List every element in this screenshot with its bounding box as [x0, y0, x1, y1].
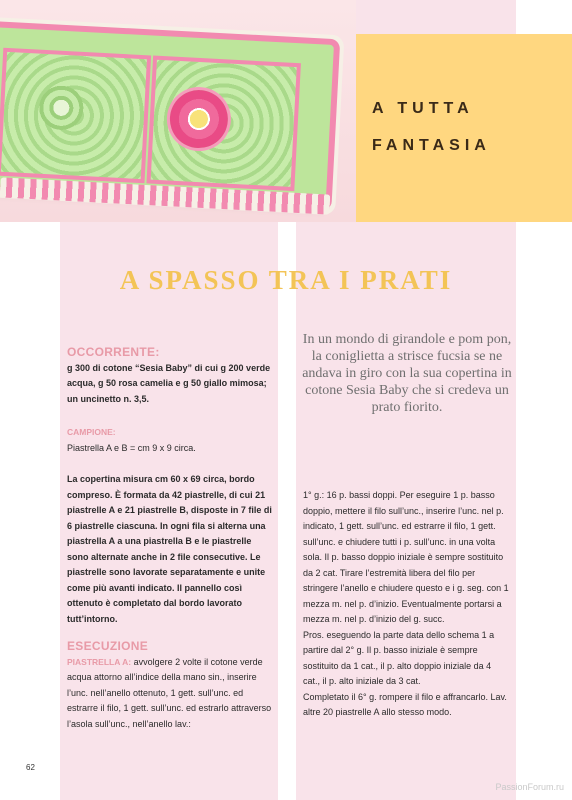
spacer	[67, 627, 275, 639]
article-headline: A SPASSO TRA I PRATI	[119, 265, 453, 295]
occorrente-heading: OCCORRENTE:	[67, 345, 160, 359]
esecuzione-heading: ESECUZIONE	[67, 639, 149, 653]
section-title-box	[356, 34, 572, 222]
description-text: La copertina misura cm 60 x 69 circa, bordo compreso. È formata da 42 piastrelle, di cui 21 piastrelle A e 21 piastrelle B, disposte in 7 file di 6 piastrelle ciascuna. In ogni fila si alterna una piastrella A a una piastrella B e le piastrelle sono alternate anche in 2 file consecutive. Le piastrelle sono lavorate separatamente e unite come più avanti indicato. Il pannello così ottenuto è completato dal bordo lavorato tutt’intorno.	[67, 474, 272, 624]
piastrella-heading: PIASTRELLA A:	[67, 656, 132, 667]
page-number: 62	[26, 763, 35, 772]
watermark: PassionForum.ru	[495, 782, 564, 792]
crochet-blanket-photo	[0, 0, 356, 222]
instructions-paragraph-1: 1° g.: 16 p. bassi doppi. Per eseguire 1 p. basso doppio, mettere il filo sull’unc., inserire l’unc. nel p. indicato, 1 gett. sull’unc. ed estrarre il filo, 1 gett. sull’unc. e chiudere tutti i p. sull’unc. in una volta sola. Il p. basso doppio iniziale è sempre sostituito da 2 cat. Tirare l’estremità libera del filo per stringere l’anello e chiudere questo e i g. seg. con 1 mezza m. nel p. d’inizio. Eventualmente portarsi a mezza m. nel p. d’inizio del g. succ.	[303, 490, 509, 624]
section-title-line1: A TUTTA	[372, 100, 474, 117]
spacer	[67, 407, 275, 425]
piastrella-text: avvolgere 2 volte il cotone verde acqua attorno all’indice della mano sin., inserire l’unc. nell’anello ottenuto, 1 gett. sull’unc. ed estrarre il filo, 1 gett. sull’unc. ed estrarlo attraverso l’asola sull’unc., nell’anello lav.:	[67, 656, 272, 729]
left-column	[67, 345, 275, 732]
instructions-paragraph-2: Pros. eseguendo la parte data dello schema 1 a partire dal 2° g. Il p. basso iniziale è sempre sostituito da 1 cat., il p. alto doppio iniziale da 4 cat., il p. alto iniziale da 3 cat.	[303, 629, 495, 686]
intro-paragraph: In un mondo di girandole e pom pon, la coniglietta a strisce fucsia se ne andava in giro con la sua copertina in cotone Sesia Baby che si credeva un prato fiorito.	[302, 332, 512, 415]
right-column	[303, 488, 509, 721]
blanket-illustration	[0, 27, 334, 205]
spacer	[67, 456, 275, 472]
section-title-line2: FANTASIA	[372, 137, 491, 154]
campione-heading: CAMPIONE:	[67, 427, 116, 437]
piastrella-paragraph	[67, 655, 275, 733]
occorrente-text: g 300 di cotone “Sesia Baby” di cui g 200 verde acqua, g 50 rosa camelia e g 50 giallo mimosa; un uncinetto n. 3,5.	[67, 362, 271, 404]
instructions-paragraph-3: Completato il 6° g. rompere il filo e affrancarlo. Lav. altre 20 piastrelle A allo stesso modo.	[303, 691, 507, 717]
campione-text: Piastrella A e B = cm 9 x 9 circa.	[67, 442, 196, 453]
